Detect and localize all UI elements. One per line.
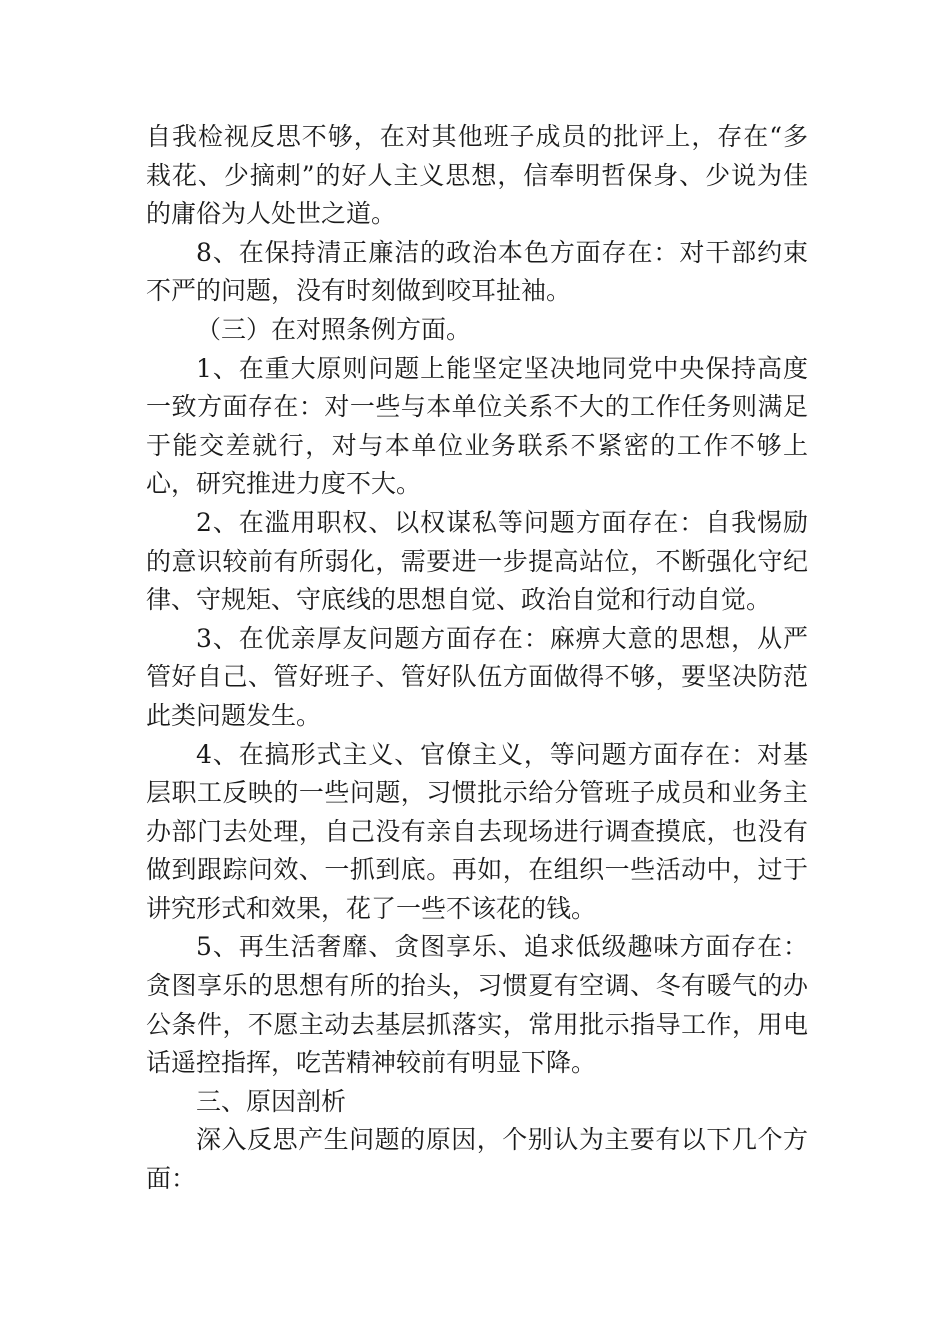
paragraph-item-1: 1、在重大原则问题上能坚定坚决地同党中央保持高度一致方面存在：对一些与本单位关系不大的工作任务则满足于能交差就行，对与本单位业务联系不紧密的工作不够上心，研究推进力度不大。 bbox=[146, 353, 808, 499]
section-heading-regulations: （三）在对照条例方面。 bbox=[196, 314, 472, 344]
paragraph-item-2: 2、在滥用职权、以权谋私等问题方面存在：自我惕励的意识较前有所弱化，需要进一步提高站位，不断强化守纪律、守规矩、守底线的思想自觉、政治自觉和行动自觉。 bbox=[146, 507, 808, 615]
paragraph-item-4: 4、在搞形式主义、官僚主义，等问题方面存在：对基层职工反映的一些问题，习惯批示给分管班子成员和业务主办部门去处理，自己没有亲自去现场进行调查摸底，也没有做到跟踪问效、一抓到底。再如，在组织一些活动中，过于讲究形式和效果，花了一些不该花的钱。 bbox=[146, 739, 808, 923]
paragraph-cause-intro: 深入反思产生问题的原因，个别认为主要有以下几个方面： bbox=[146, 1125, 808, 1194]
paragraph-continuation: 自我检视反思不够，在对其他班子成员的批评上，存在“多栽花、少摘刺”的好人主义思想，信奉明哲保身、少说为佳的庸俗为人处世之道。 bbox=[146, 122, 808, 229]
paragraph-item-8: 8、在保持清正廉洁的政治本色方面存在：对干部约束不严的问题，没有时刻做到咬耳扯袖。 bbox=[146, 237, 808, 306]
paragraph-item-3: 3、在优亲厚友问题方面存在：麻痹大意的思想，从严管好自己、管好班子、管好队伍方面做得不够，要坚决防范此类问题发生。 bbox=[146, 623, 808, 730]
section-heading-cause-analysis: 三、原因剖析 bbox=[196, 1086, 347, 1116]
document-page bbox=[146, 118, 808, 1199]
paragraph-item-5: 5、再生活奢靡、贪图享乐、追求低级趣味方面存在：贪图享乐的思想有所的抬头，习惯夏有空调、冬有暖气的办公条件，不愿主动去基层抓落实，常用批示指导工作，用电话遥控指挥，吃苦精神较前有明显下降。 bbox=[146, 932, 808, 1078]
